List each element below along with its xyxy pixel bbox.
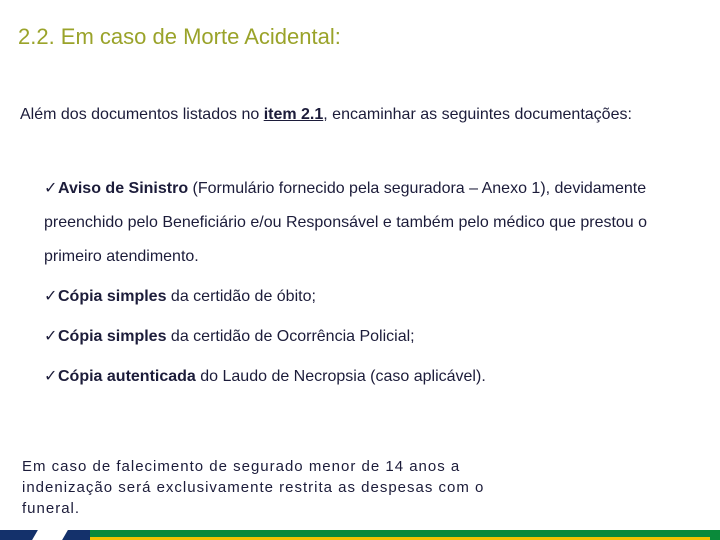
document-list	[44, 172, 684, 400]
list-item	[44, 280, 684, 314]
footnote-text: Em caso de falecimento de segurado menor de 14 anos a indenização será exclusivamente restrita as despesas com o funeral.	[22, 458, 485, 517]
item-text: da certidão de óbito;	[166, 288, 316, 305]
intro-text-before: Além dos documentos listados no	[20, 106, 264, 123]
intro-paragraph	[20, 98, 700, 132]
check-icon: ✓	[44, 180, 58, 197]
item-bold-label: Cópia simples	[58, 328, 167, 345]
list-item	[44, 320, 684, 354]
intro-text-after: , encaminhar as seguintes documentações:	[323, 106, 632, 123]
item-bold-label: Cópia simples	[58, 288, 167, 305]
footer-stripe	[0, 530, 720, 540]
footer-stripe-white	[32, 530, 68, 540]
check-icon: ✓	[44, 328, 58, 345]
item-text: (Formulário fornecido pela seguradora – Anexo 1), devidamente preenchido pelo Beneficiário e/ou Responsável e também pelo médico que prestou o primeiro atendimento.	[44, 180, 648, 265]
check-icon: ✓	[44, 368, 58, 385]
page-title: 2.2. Em caso de Morte Acidental:	[18, 24, 341, 49]
check-icon: ✓	[44, 288, 58, 305]
item-text: da certidão de Ocorrência Policial;	[166, 328, 415, 345]
item-reference: item 2.1	[263, 106, 324, 123]
item-text: do Laudo de Necropsia (caso aplicável).	[195, 368, 486, 385]
item-bold-label: Cópia autenticada	[58, 368, 196, 385]
list-item	[44, 360, 684, 394]
list-item	[44, 172, 684, 274]
item-bold-label: Aviso de Sinistro	[58, 180, 189, 197]
